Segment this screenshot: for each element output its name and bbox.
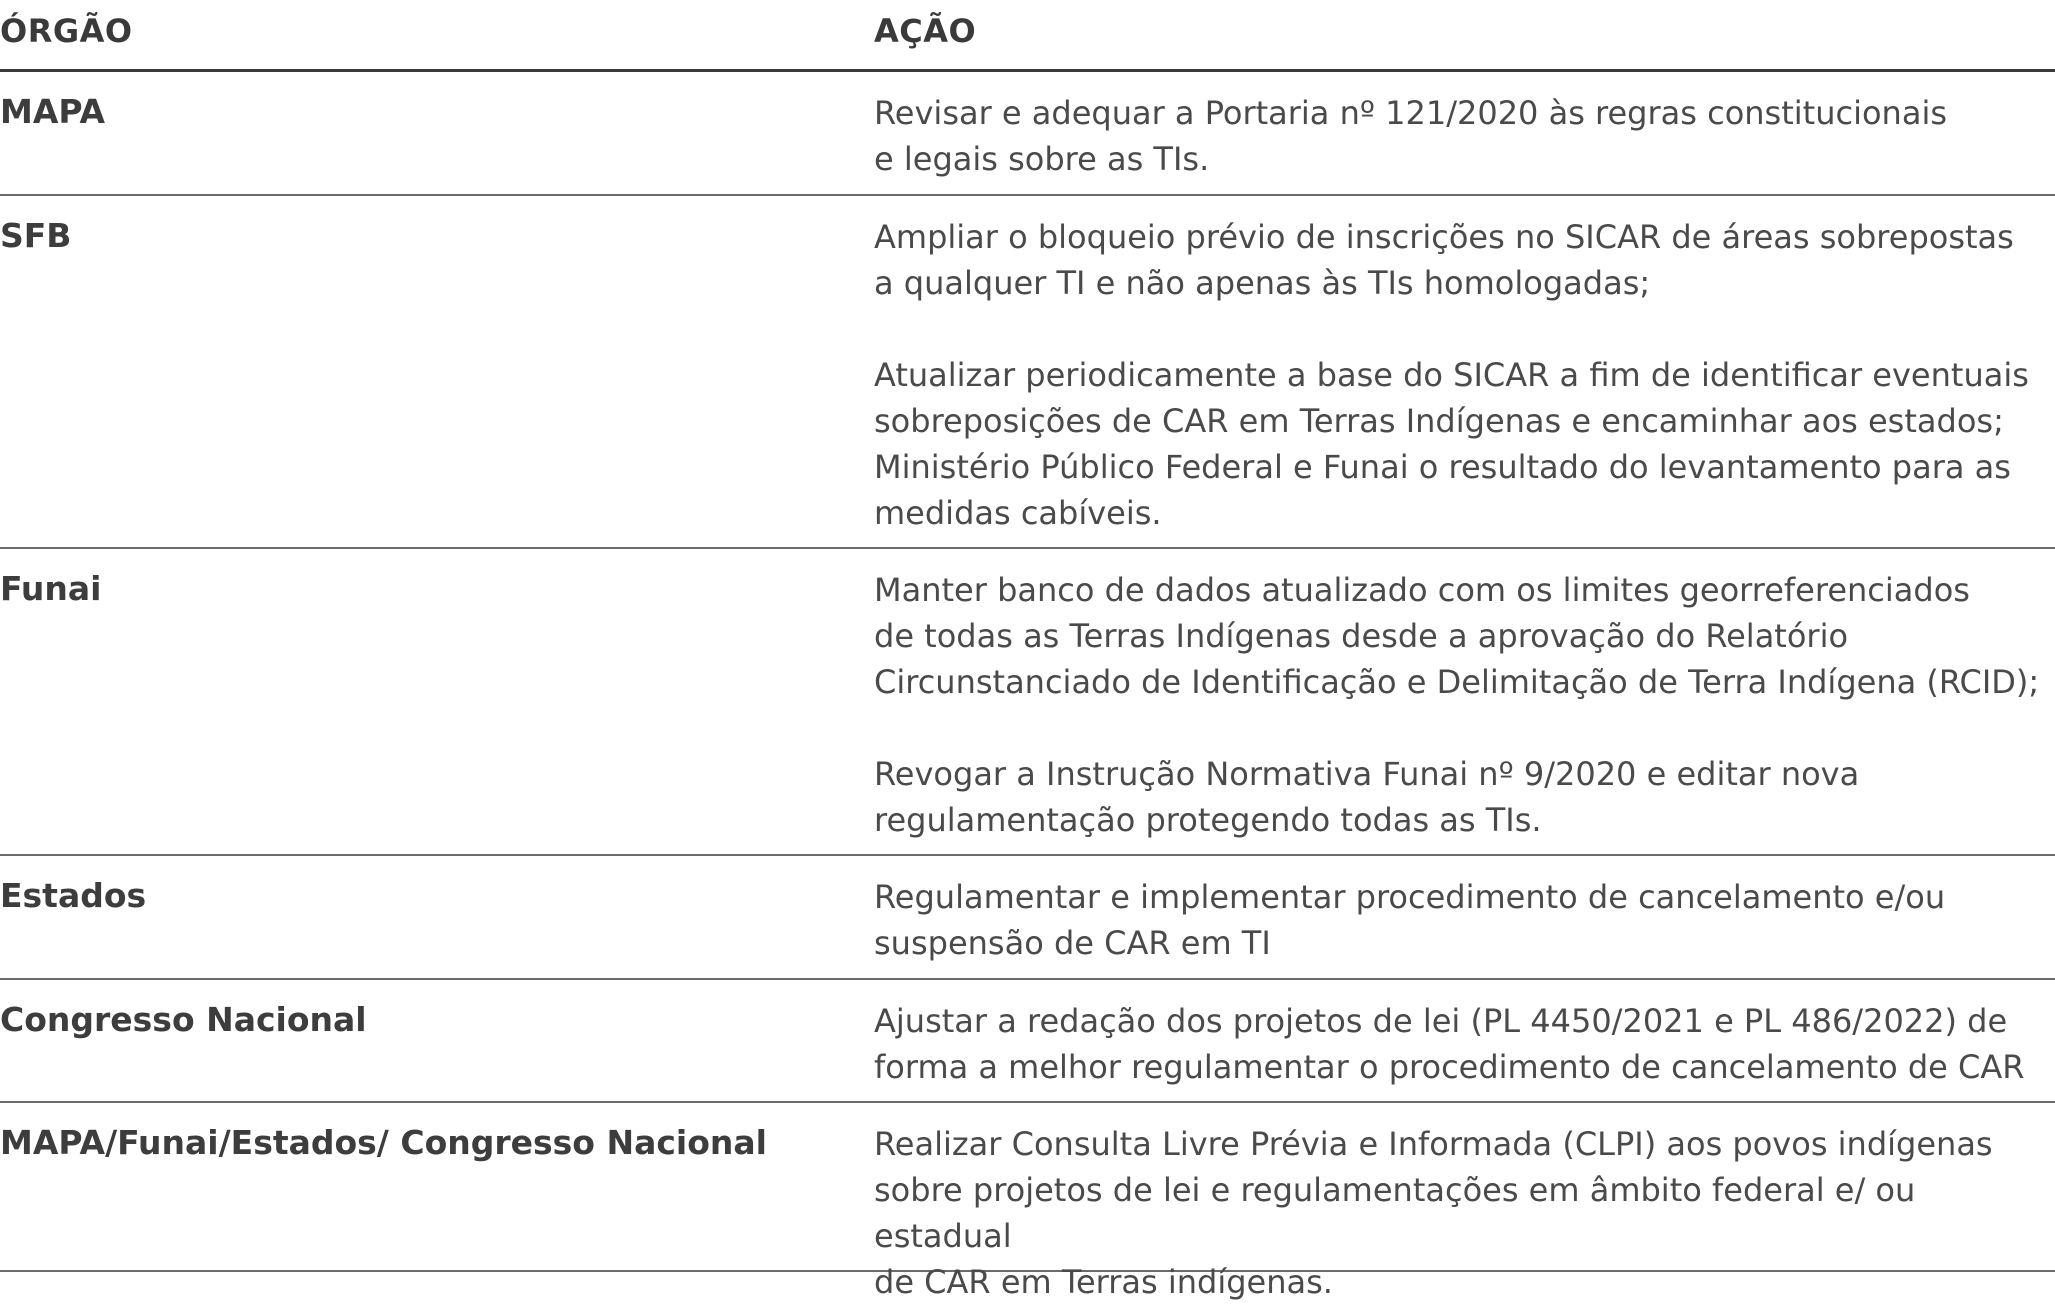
header-acao: AÇÃO [874,12,977,50]
row-acao: Ampliar o bloqueio prévio de inscrições no SICAR de áreas sobrepostas a qualquer TI e não apenas às TIs homologadas; [874,218,2014,302]
row-orgao: Congresso Nacional [0,1000,367,1039]
row-acao: Revogar a Instrução Normativa Funai nº 9/2020 e editar nova regulamentação protegendo todas as TIs. [874,755,1860,839]
table-row [0,856,2055,980]
table-row [0,980,2055,1103]
row-acoes [874,567,2044,843]
row-orgao: MAPA [0,92,106,131]
row-orgao: MAPA/Funai/Estados/ Congresso Nacional [0,1123,767,1162]
row-acoes [874,998,2044,1090]
table-row [0,196,2055,549]
row-orgao: Funai [0,569,102,608]
row-acoes [874,874,2044,966]
table-header [0,0,2055,72]
row-acao: Revisar e adequar a Portaria nº 121/2020 às regras constitucionais e legais sobre as TIs. [874,94,1947,178]
row-acao: Manter banco de dados atualizado com os limites georreferenciados de todas as Terras Indígenas desde a aprovação do Relatório Circunstanciado de Identificação e Delimitação de Terra Indígena (RCID); [874,571,2040,701]
row-acao: Regulamentar e implementar procedimento de cancelamento e/ou suspensão de CAR em TI [874,878,1946,962]
row-acao: Realizar Consulta Livre Prévia e Informada (CLPI) aos povos indígenas sobre projetos de lei e regulamentações em âmbito federal e/ ou estadual de CAR em Terras indígenas. [874,1125,1993,1301]
table-row [0,1103,2055,1301]
table-row [0,72,2055,196]
row-acao: Ajustar a redação dos projetos de lei (PL 4450/2021 e PL 486/2022) de forma a melhor regulamentar o procedimento de cancelamento de CAR [874,1002,2025,1086]
row-acoes [874,90,2044,182]
header-orgao: ÓRGÃO [0,12,133,50]
table-row [0,549,2055,856]
row-acao: Atualizar periodicamente a base do SICAR a fim de identificar eventuais sobreposições de CAR em Terras Indígenas e encaminhar aos estados; Ministério Público Federal e Funai o resultado do levantamento para as medidas cabíveis. [874,356,2029,532]
row-orgao: SFB [0,216,72,255]
row-acoes [874,214,2044,536]
row-acoes [874,1121,2044,1305]
row-orgao: Estados [0,876,147,915]
